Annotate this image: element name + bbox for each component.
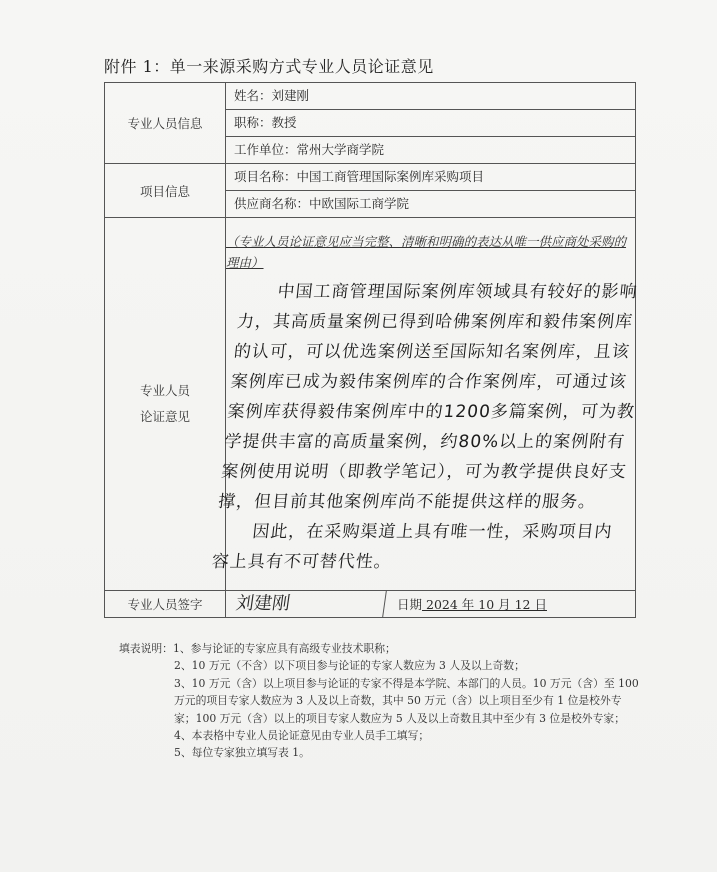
supplier-name-field: 供应商名称：中欧国际工商学院: [234, 196, 410, 211]
page-title: 附件 1：单一来源采购方式专业人员论证意见: [104, 57, 434, 76]
argument-form-table: [104, 82, 639, 618]
opinion-instruction: （专业人员论证意见应当完整、清晰和明确的表达从唯一供应商处采购的理由）: [226, 234, 627, 270]
date-label: 日期: [397, 597, 423, 612]
filling-instructions: [119, 640, 639, 762]
project-info-fields: [226, 164, 636, 218]
opinion-paragraph-1: 中国工商管理国际案例库领域具有较好的影响力，其高质量案例已得到哈佛案例库和毅伟案例库的认可，可以优选案例送至国际知名案例库，且该案例库已成为毅伟案例库的合作案例库，可通过该案例库获得毅伟案例库中的1200多篇案例，可为教学提供丰富的高质量案例，约80%以上的案例附有案例使用说明（即教学笔记），可为教学提供良好支撑，但目前其他案例库尚不能提供这样的服务。: [217, 282, 639, 512]
opinion-row: [105, 218, 636, 591]
expert-info-row: [105, 83, 636, 164]
note-item-2: 2、10 万元（不含）以下项目参与论证的专家人数应为 3 人及以上奇数；: [174, 659, 525, 673]
date-field: [385, 595, 547, 613]
expert-info-label: 专业人员信息: [105, 83, 226, 164]
project-info-row: [105, 164, 636, 218]
expert-name-field: 姓名：刘建刚: [226, 83, 635, 110]
opinion-content: [210, 218, 639, 591]
note-item-5: 5、每位专家独立填写表 1。: [174, 746, 310, 760]
project-name-field: 项目名称：中国工商管理国际案例库采购项目: [226, 164, 635, 191]
expert-title-field: 职称：教授: [226, 110, 635, 137]
note-item-1: 填表说明：1、参与论证的专家应具有高级专业技术职称；: [119, 642, 396, 655]
opinion-paragraph-2: 因此，在采购渠道上具有唯一性，采购项目内容上具有不可替代性。: [210, 522, 614, 572]
signature-date-split: [226, 591, 635, 617]
expert-employer-field: 工作单位：常州大学商学院: [234, 142, 385, 157]
expert-info-fields: [226, 83, 636, 164]
project-info-label: 项目信息: [105, 164, 226, 218]
opinion-label-line2: 论证意见: [139, 409, 190, 424]
signature-row: [105, 591, 636, 618]
signature-label: 专业人员签字: [105, 591, 226, 618]
opinion-label-line1: 专业人员: [139, 383, 190, 398]
handwritten-signature: 刘建刚: [224, 591, 387, 617]
signature-date-cell: [226, 591, 636, 618]
opinion-label: [105, 218, 226, 591]
note-item-4: 4、本表格中专业人员论证意见由专业人员手工填写；: [174, 729, 430, 743]
date-value: 2024 年 10 月 12 日: [422, 597, 547, 612]
handwritten-opinion: [210, 277, 651, 577]
note-item-3: 3、10 万元（含）以上项目参与论证的专家不得是本学院、本部门的人员。10 万元（含）至 100 万元的项目专家人数应为 3 人及以上奇数，其中 50 万元（含）以上项目至少有 1 位是校外专家；100 万元（含）以上的项目专家人数应为 5 人及以上奇数且其中至少有 3 位是校外专家；: [174, 676, 639, 725]
